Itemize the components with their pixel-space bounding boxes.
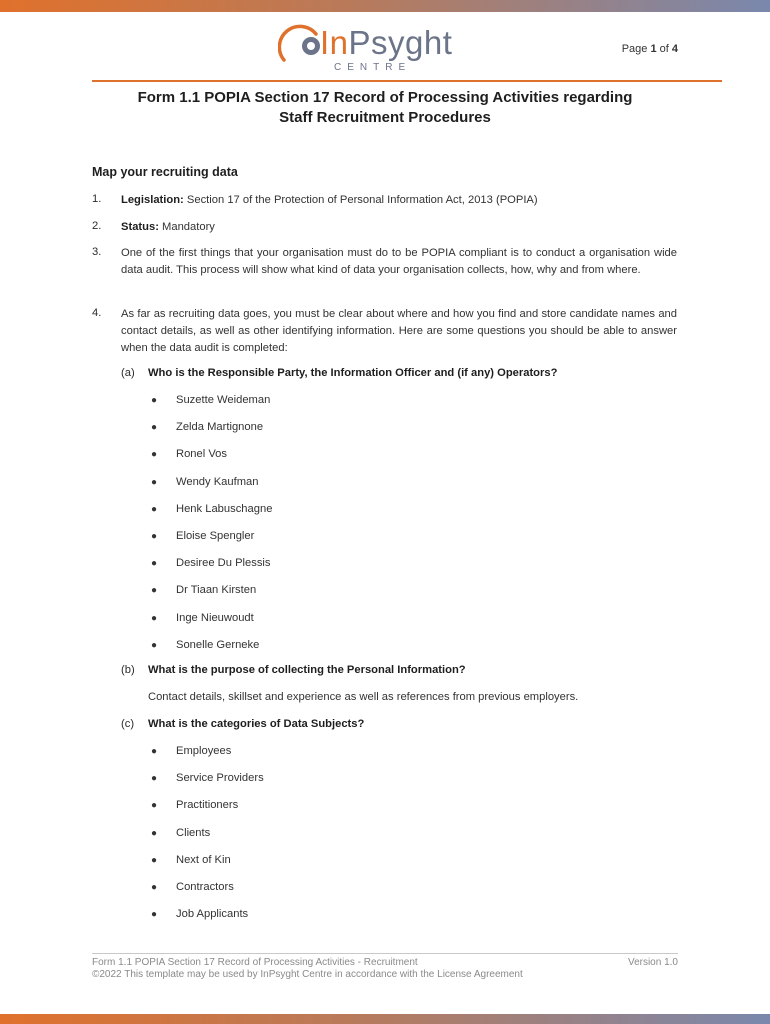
bullet-icon: ●	[151, 746, 158, 757]
list-item: Zelda Martignone	[176, 421, 264, 434]
page-mid: of	[656, 43, 672, 55]
list-item: Ronel Vos	[176, 448, 227, 461]
bullet-icon: ●	[151, 800, 158, 812]
bullet-icon: ●	[151, 882, 158, 893]
list-item: Inge Nieuwoudt	[176, 611, 254, 624]
purpose-answer: Contact details, skillset and experience as well as references from previous employers.	[148, 691, 579, 703]
logo-psyght: Psyght	[348, 24, 453, 61]
footer-version: Version 1.0	[627, 957, 678, 968]
page-current: 1	[650, 43, 657, 55]
list-item: Desiree Du Plessis	[176, 557, 271, 570]
logo-in: In	[320, 24, 349, 61]
bullet-icon: ●	[151, 449, 158, 461]
bottom-gradient-bar	[0, 1014, 770, 1024]
bullet-icon: ●	[151, 909, 158, 921]
bullet-icon: ●	[151, 476, 158, 488]
item-number: 4.	[92, 307, 102, 319]
list-item: Contractors	[176, 881, 234, 893]
page-total: 4	[671, 43, 678, 55]
question-data-subjects: What is the categories of Data Subjects?	[148, 718, 365, 730]
item-legislation	[121, 192, 677, 209]
bullet-icon: ●	[151, 585, 158, 597]
item-status	[121, 219, 677, 236]
bullet-icon: ●	[151, 639, 158, 651]
list-item: Job Applicants	[176, 908, 249, 921]
footer-divider	[92, 953, 678, 954]
list-item: Henk Labuschagne	[176, 502, 273, 515]
sub-letter: (b)	[121, 664, 135, 676]
page-prefix: Page	[621, 43, 651, 55]
list-item: Suzette Weideman	[176, 394, 271, 406]
page-number	[622, 43, 678, 55]
footer-copyright: ©2022 This template may be used by InPsyght Centre in accordance with the License Agreement	[92, 969, 523, 980]
document-title-line2: Staff Recruitment Procedures	[279, 109, 491, 126]
item-audit-paragraph: One of the first things that your organisation must do to be POPIA compliant is to conduct a organisation wide data audit. This process will show what kind of data your organisation collects, how, why and from where.	[121, 247, 677, 276]
item-text: Mandatory	[158, 221, 215, 233]
bullet-icon: ●	[151, 773, 158, 785]
item-label: Legislation:	[121, 194, 184, 206]
list-item: Sonelle Gerneke	[176, 638, 260, 651]
list-item: Eloise Spengler	[176, 530, 255, 542]
list-item: Dr Tiaan Kirsten	[176, 584, 257, 597]
item-text: Section 17 of the Protection of Personal Information Act, 2013 (POPIA)	[183, 194, 538, 206]
list-item: Employees	[176, 745, 232, 757]
item-recruiting-paragraph: As far as recruiting data goes, you must be clear about where and how you find and store candidate names and contact details, as well as other identifying information. Here are some questions you should be able to answer when the data audit is completed:	[121, 308, 677, 354]
bullet-icon: ●	[151, 395, 158, 406]
bullet-icon: ●	[151, 422, 158, 434]
bullet-icon: ●	[151, 503, 158, 515]
sub-letter: (a)	[121, 367, 135, 379]
document-title-line1: Form 1.1 POPIA Section 17 Record of Processing Activities regarding	[137, 89, 633, 106]
list-item: Clients	[176, 826, 211, 839]
item-number: 1.	[92, 193, 102, 205]
inpsyght-logo	[278, 24, 498, 76]
list-item: Practitioners	[176, 799, 239, 812]
list-item: Next of Kin	[176, 853, 231, 866]
bullet-icon: ●	[151, 854, 158, 866]
sub-letter: (c)	[121, 718, 135, 730]
header-divider	[92, 80, 722, 82]
list-item: Service Providers	[176, 772, 264, 785]
top-gradient-bar	[0, 0, 770, 12]
question-purpose: What is the purpose of collecting the Personal Information?	[148, 664, 466, 676]
list-item: Wendy Kaufman	[176, 475, 259, 488]
logo-mark-icon	[278, 24, 324, 70]
bullet-icon: ●	[151, 558, 158, 570]
question-responsible-party: Who is the Responsible Party, the Information Officer and (if any) Operators?	[148, 367, 558, 379]
bullet-icon: ●	[151, 827, 158, 839]
logo-wordmark	[320, 26, 452, 59]
bullet-icon: ●	[151, 531, 158, 542]
bullet-icon: ●	[151, 612, 158, 624]
item-number: 3.	[92, 246, 102, 258]
item-number: 2.	[92, 220, 102, 232]
logo-subtitle: CENTRE	[334, 62, 412, 73]
section-heading: Map your recruiting data	[92, 165, 238, 179]
item-label: Status:	[121, 221, 159, 233]
footer-form-title: Form 1.1 POPIA Section 17 Record of Processing Activities - Recruitment	[92, 957, 418, 968]
